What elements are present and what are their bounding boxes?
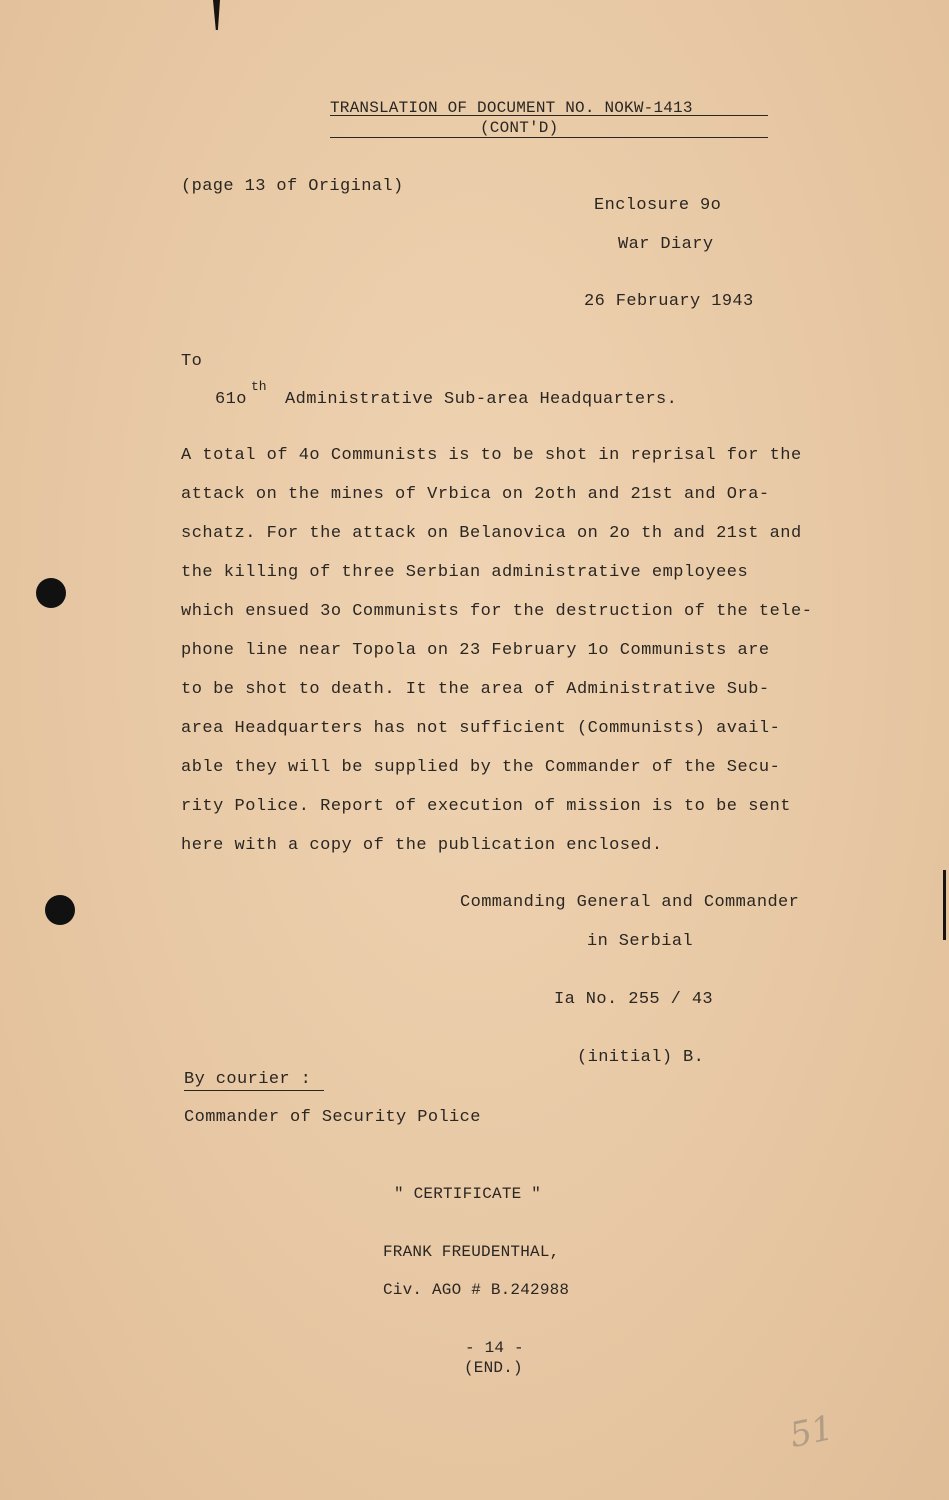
war-diary-label: War Diary [618, 235, 714, 254]
enclosure-label: Enclosure 9o [594, 196, 722, 215]
body-line: able they will be supplied by the Commander of the Secu- [181, 758, 781, 777]
addressee-name: Administrative Sub-area Headquarters. [285, 390, 678, 409]
punch-hole-bottom [45, 895, 75, 925]
body-line: attack on the mines of Vrbica on 2oth and 21st and Ora- [181, 485, 770, 504]
body-line: schatz. For the attack on Belanovica on 2o th and 21st and [181, 524, 802, 543]
addressee-number: 61o [215, 390, 247, 409]
body-line: A total of 4o Communists is to be shot in reprisal for the [181, 446, 802, 465]
distribution-recipient: Commander of Security Police [184, 1108, 481, 1127]
header-rule-bottom [330, 137, 768, 138]
body-line: here with a copy of the publication enclosed. [181, 836, 663, 855]
addressee-superscript: th [251, 379, 267, 394]
to-label: To [181, 352, 203, 371]
header-title: TRANSLATION OF DOCUMENT NO. NOKW-1413 [330, 99, 693, 117]
reference-number: Ia No. 255 / 43 [554, 990, 714, 1009]
body-line: the killing of three Serbian administrative employees [181, 563, 749, 582]
signature-title: Commanding General and Commander [460, 893, 800, 912]
punch-hole-top [36, 578, 66, 608]
page-reference: (page 13 of Original) [181, 177, 404, 196]
initial-mark: (initial) B. [577, 1048, 705, 1067]
distribution-label: By courier : [184, 1070, 312, 1089]
body-line: phone line near Topola on 23 February 1o Communists are [181, 641, 770, 660]
body-line: which ensued 3o Communists for the destruction of the tele- [181, 602, 813, 621]
scan-edge-right [943, 870, 946, 940]
body-line: to be shot to death. It the area of Administrative Sub- [181, 680, 770, 699]
distribution-underline [184, 1090, 324, 1091]
body-line: area Headquarters has not sufficient (Communists) avail- [181, 719, 781, 738]
certificate-title: " CERTIFICATE " [394, 1185, 542, 1203]
certifier-id: Civ. AGO # B.242988 [383, 1281, 570, 1299]
certifier-name: FRANK FREUDENTHAL, [383, 1243, 560, 1261]
document-date: 26 February 1943 [584, 292, 754, 311]
page-number: - 14 - [465, 1339, 524, 1357]
body-line: rity Police. Report of execution of mission is to be sent [181, 797, 791, 816]
end-marker: (END.) [464, 1359, 523, 1377]
header-subtitle: (CONT'D) [480, 119, 559, 137]
signature-location: in Serbial [587, 932, 694, 951]
header-rule-top [330, 115, 768, 116]
scan-clip-mark [213, 0, 220, 30]
pencil-annotation: 51 [786, 1407, 837, 1457]
